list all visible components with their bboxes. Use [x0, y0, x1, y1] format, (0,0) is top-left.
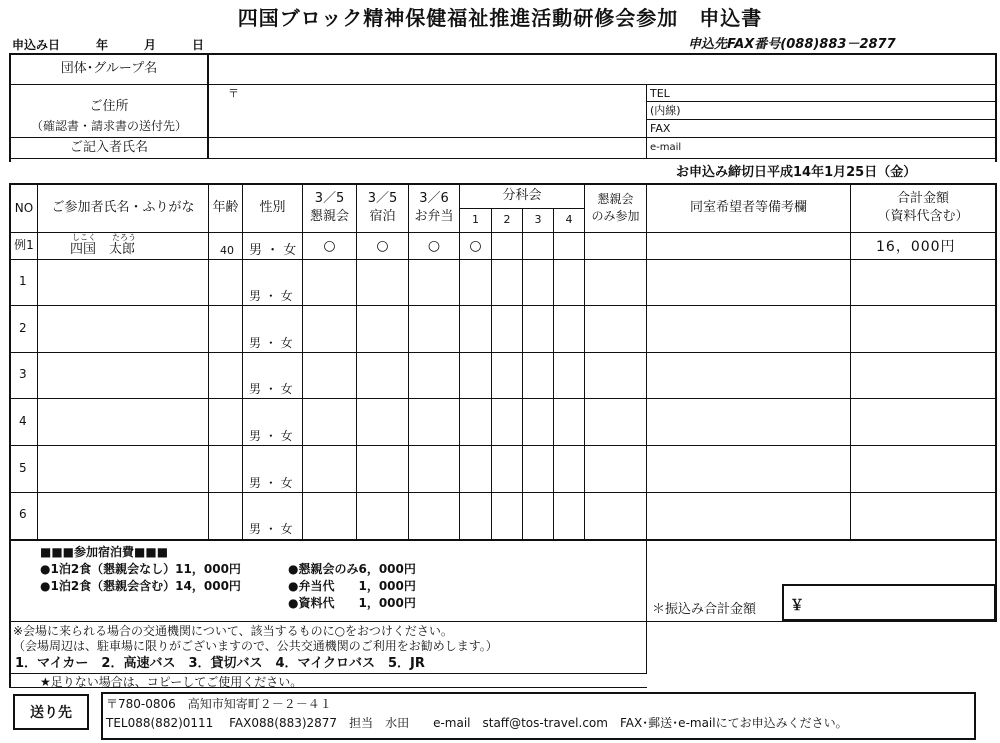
- copy-note: ★足りない場合は、コピーしてご使用ください。: [40, 675, 303, 689]
- row-no: 2: [19, 321, 27, 335]
- group-name-label: 団体･グループ名: [60, 61, 158, 77]
- example-total: 16，000円: [876, 239, 956, 255]
- row-gender[interactable]: 男 ・ 女: [249, 289, 293, 303]
- fees-heading: ■■■参加宿泊費■■■: [40, 545, 169, 559]
- col-header-0305-stay-date: 3／5: [367, 191, 398, 206]
- col-header-no: NO: [14, 200, 34, 215]
- email-label: e-mail: [650, 142, 682, 153]
- send-to-address: 〒780-0806 高知市知寄町２－２－４１: [106, 697, 332, 711]
- col-header-0305-party: 懇親会: [309, 209, 349, 224]
- transport-note: ※会場に来られる場合の交通機関について、該当するものに○をおつけください。: [13, 624, 453, 638]
- address-field[interactable]: [240, 86, 644, 136]
- col-header-0305-stay: 宿泊: [369, 209, 396, 224]
- example-age: 40: [220, 244, 234, 257]
- transport-note-sub: （会場周辺は、駐車場に限りがございますので、公共交通機関のご利用をお勧めします。）: [13, 639, 498, 653]
- fee-item: ●資料代 1，000円: [288, 596, 416, 610]
- col-header-name: ご参加者氏名・ふりがな: [51, 200, 195, 216]
- fee-item: ●1泊2食（懇親会なし）11，000円: [40, 562, 241, 576]
- extension-label: (内線): [650, 104, 681, 117]
- postal-mark: 〒: [228, 87, 239, 100]
- col-header-breakout-2: 2: [503, 213, 511, 227]
- tel-label: TEL: [650, 87, 670, 100]
- col-header-0305-party-date: 3／5: [314, 191, 345, 206]
- example-mark-lunch: ○: [427, 237, 441, 254]
- row-gender[interactable]: 男 ・ 女: [249, 429, 293, 443]
- row-no: 5: [19, 461, 27, 475]
- example-mark-breakout: ○: [469, 237, 482, 254]
- example-furigana: しこく たろう: [72, 233, 136, 242]
- filler-name-label: ご記入者氏名: [69, 139, 148, 155]
- col-header-age: 年齢: [212, 200, 239, 216]
- row-no: 6: [19, 507, 27, 521]
- address-label: ご住所: [89, 99, 129, 114]
- row-gender[interactable]: 男 ・ 女: [249, 522, 293, 536]
- row-gender[interactable]: 男 ・ 女: [249, 476, 293, 490]
- row-gender[interactable]: 男 ・ 女: [249, 336, 293, 350]
- page-title: 四国ブロック精神保健福祉推進活動研修会参加 申込書: [237, 6, 763, 30]
- send-to-contact: TEL088(882)0111 FAX088(883)2877 担当 水田 e-mail staff@tos-travel.com FAX･郵送･e-mailにてお申込みください。: [106, 716, 848, 730]
- yen-mark: ￥: [790, 598, 804, 614]
- col-header-0306-lunch: お弁当: [414, 209, 454, 224]
- col-header-party-only-top: 懇親会: [597, 192, 634, 206]
- example-mark-stay: ○: [376, 237, 389, 254]
- col-header-breakout-3: 3: [534, 213, 542, 227]
- row-no: 例1: [14, 238, 34, 253]
- col-header-0306-lunch-date: 3／6: [419, 191, 449, 206]
- col-header-party-only-bottom: のみ参加: [591, 209, 640, 223]
- col-header-breakout-4: 4: [565, 213, 573, 227]
- example-mark-party: ○: [323, 237, 336, 254]
- transfer-total-label: ＊振込み合計金額: [652, 602, 757, 617]
- fee-item: ●1泊2食（懇親会含む）14，000円: [40, 579, 241, 593]
- col-header-total-top: 合計金額: [896, 191, 949, 206]
- row-no: 3: [19, 367, 27, 381]
- fee-item: ●懇親会のみ6，000円: [288, 562, 416, 576]
- fax-label: FAX: [650, 122, 671, 135]
- application-date-label: 申込み日 年 月 日: [12, 38, 205, 52]
- send-to-details-box: [101, 692, 976, 740]
- send-to-label: 送り先: [30, 705, 72, 721]
- fax-destination: 申込先FAX番号(088)883－2877: [688, 37, 896, 52]
- send-to-label-box: [13, 694, 89, 730]
- filler-name-field[interactable]: [210, 139, 644, 157]
- example-gender: 男 ・ 女: [249, 243, 297, 258]
- col-header-breakout: 分科会: [502, 188, 542, 204]
- transport-options[interactable]: 1．マイカー 2．高速バス 3．貸切バス 4．マイクロバス 5．JR: [15, 656, 425, 671]
- row-no: 4: [19, 414, 27, 428]
- row-gender[interactable]: 男 ・ 女: [249, 382, 293, 396]
- fee-item: ●弁当代 1，000円: [288, 579, 416, 593]
- col-header-roommate: 同室希望者等備考欄: [689, 200, 807, 216]
- row-no: 1: [19, 274, 27, 288]
- address-sublabel: （確認書・請求書の送付先）: [30, 119, 187, 133]
- col-header-total-bottom: （資料代含む）: [877, 209, 969, 224]
- group-name-field[interactable]: [210, 56, 994, 83]
- transfer-total-field[interactable]: [782, 584, 996, 621]
- deadline-text: お申込み締切日平成14年1月25日（金）: [676, 165, 917, 180]
- example-name: 四国 太郎: [70, 242, 136, 257]
- col-header-breakout-1: 1: [472, 213, 479, 227]
- col-header-gender: 性別: [259, 200, 286, 216]
